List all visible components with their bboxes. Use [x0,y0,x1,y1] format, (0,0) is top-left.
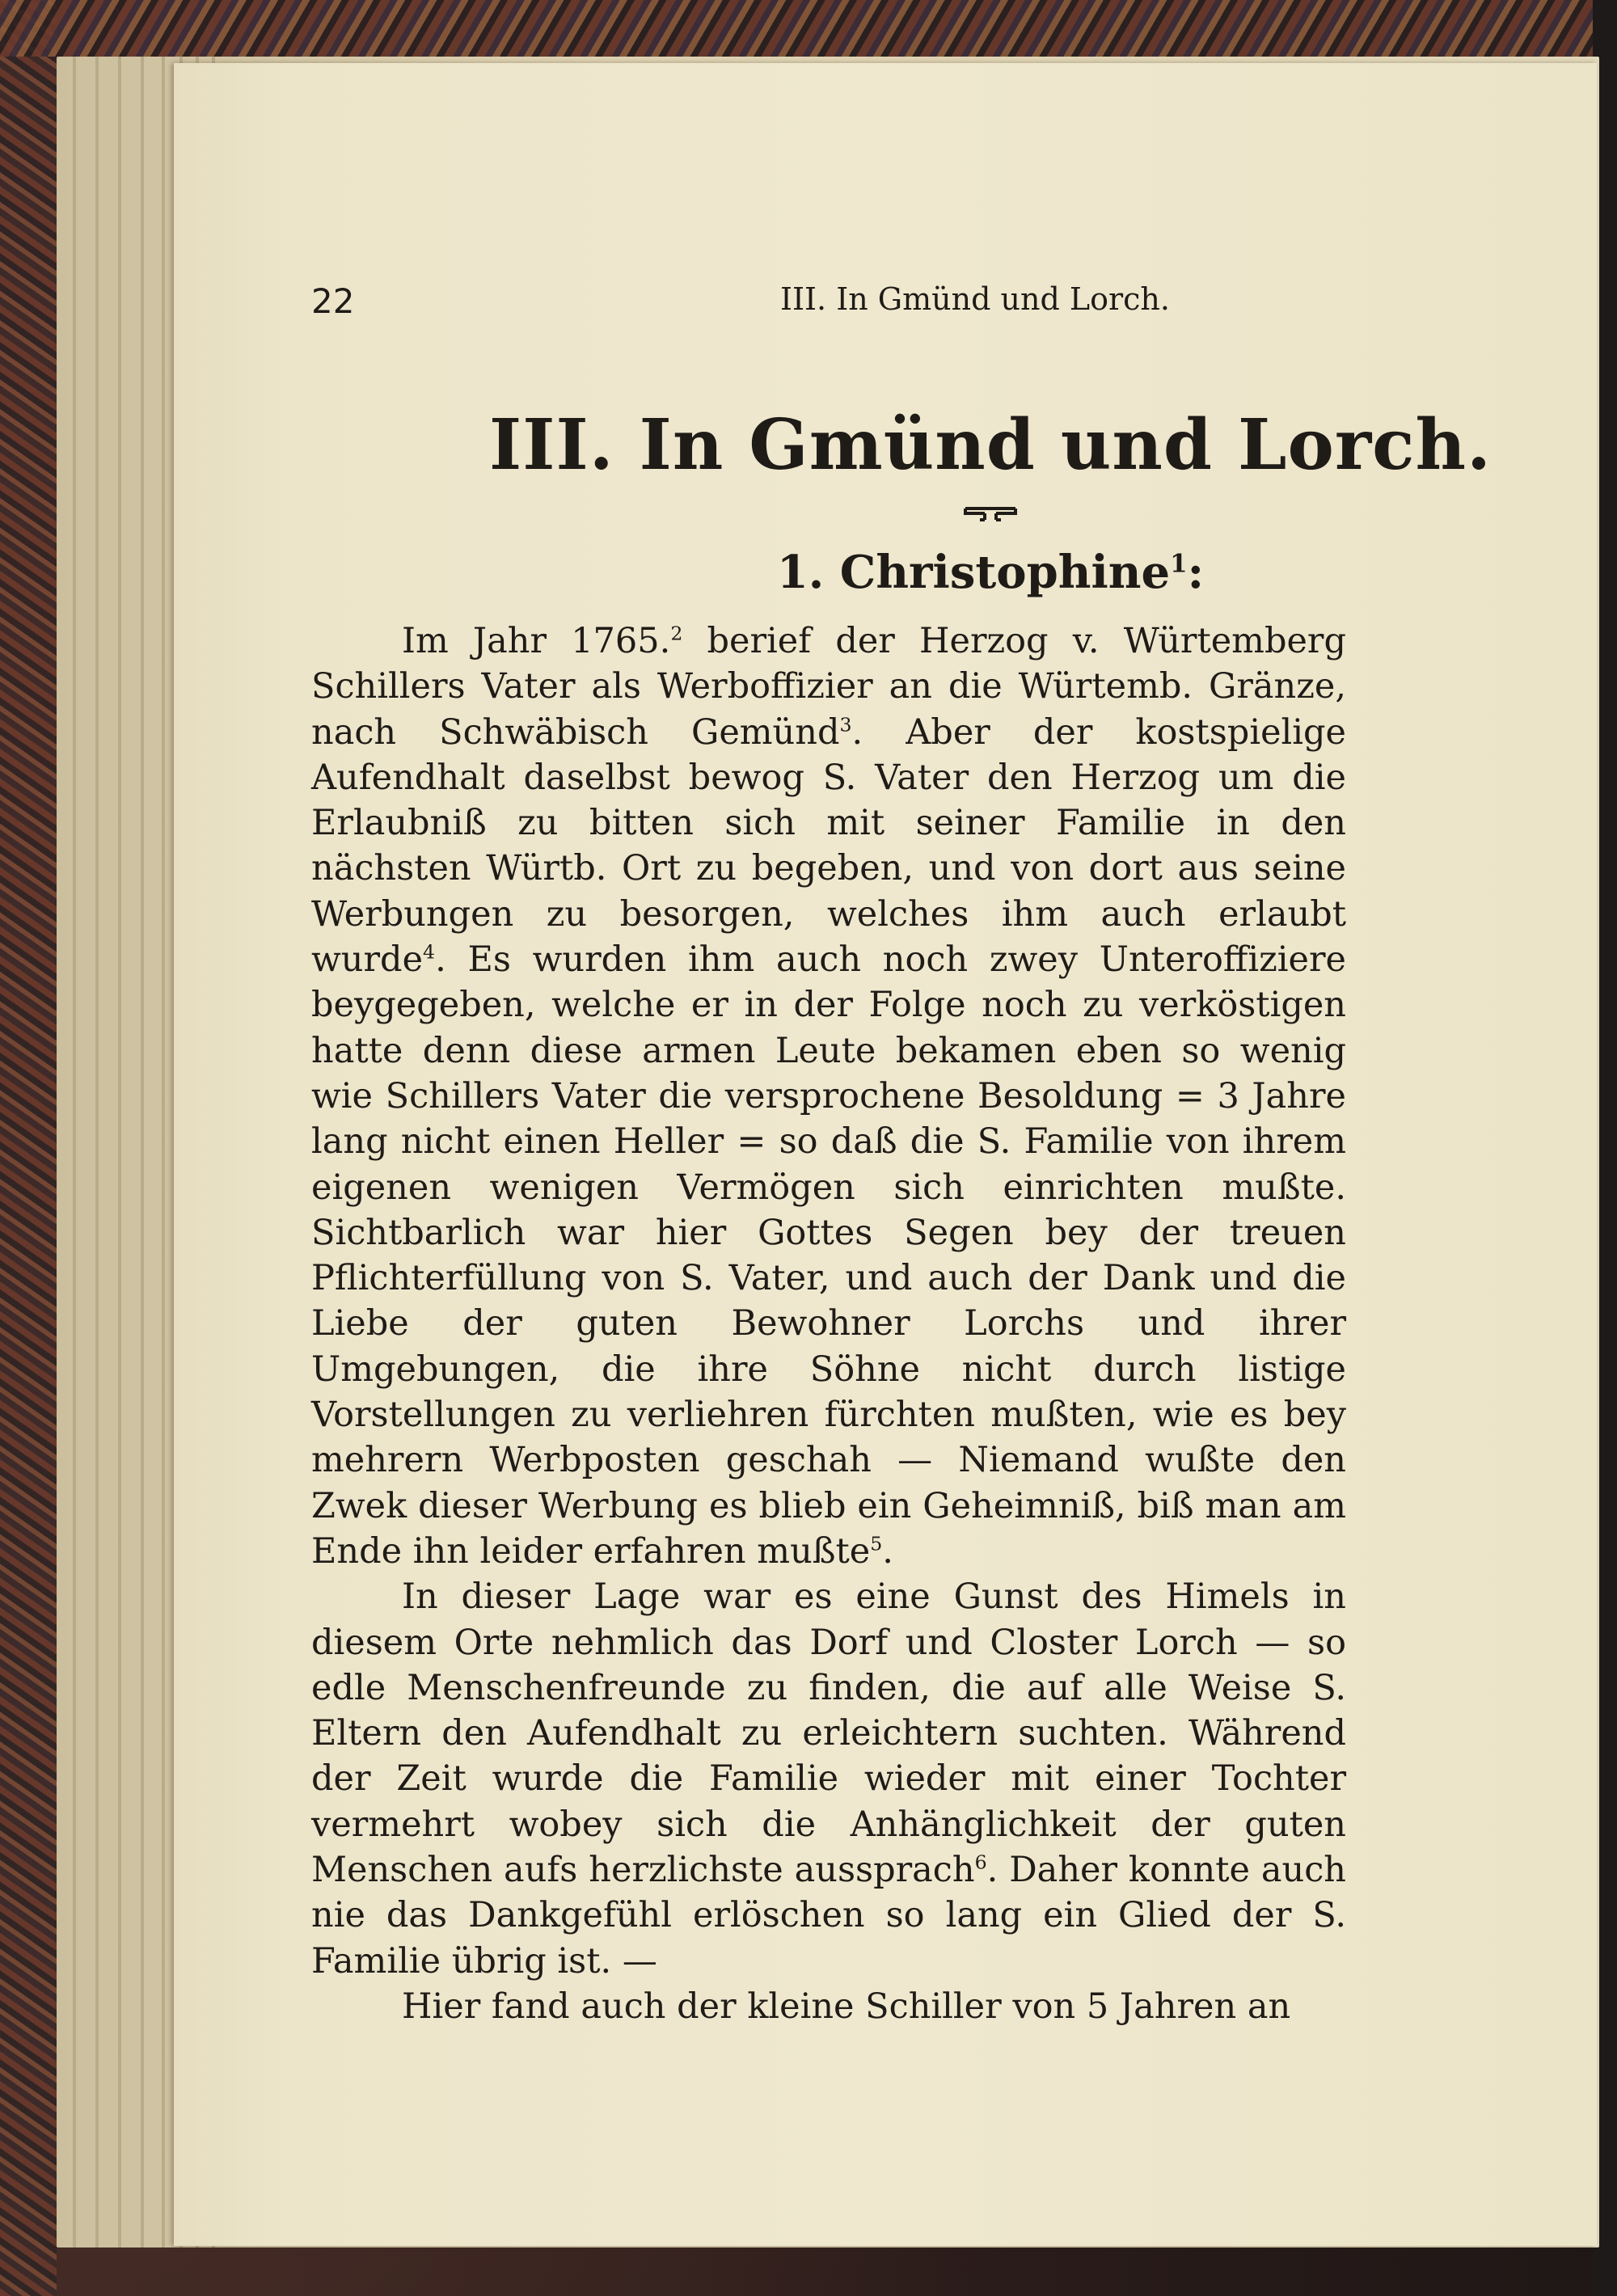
section-title-text: 1. Christophine [776,546,1171,599]
paragraph-text: berief der Herzog v. Würtemberg Schillers Vater als Werboffizier an die Würtemb. Gränze, nach Schwäbisch Gemünd [311,621,1347,753]
paragraph-text: . [882,1530,893,1572]
section-title [311,546,1508,599]
paragraph-text: . Daher konnte auch nie das Dankgefühl erlöschen so lang ein Glied der S. Familie übrig ist. — [311,1850,1346,1982]
footnote-marker: 6 [974,1851,987,1874]
paragraph-text: . Aber der kostspielige Aufendhalt daselbst bewog S. Vater den Herzog um die Erlaubniß zu bitten sich mit seiner Familie in den nächsten Würtb. Ort zu begeben, und von dort aus seine Werbungen zu besorgen, welches ihm auch erlaubt wurde [311,711,1346,981]
footnote-marker: 4 [423,940,436,964]
chapter-title: III. In Gmünd und Lorch. [489,404,1492,486]
paragraph-text: Im Jahr 1765. [402,621,671,661]
footnote-marker: 1 [1170,549,1188,579]
paragraph-text: In dieser Lage war es eine Gunst des Himels in diesem Orte nehmlich das Dorf und Closter Lorch — so edle Menschenfreunde zu finden, die auf alle Weise S. Eltern den Aufendhalt zu erleichtern suchten. Während der Zeit wurde die Familie wieder mit einer Tochter vermehrt wobey sich die Anhänglichkeit der guten Menschen aufs herzlichste aussprach [311,1576,1346,1891]
running-head [311,267,1508,323]
section-title-suffix: : [1187,546,1205,599]
paragraph-text: Hier fand auch der kleine Schiller von 5 Jahren an [402,1986,1291,2027]
paragraph [311,618,1346,1574]
paragraph [311,1984,1346,2029]
book-cover-edge [0,0,57,2296]
page-number: 22 [311,281,355,321]
footnote-marker: 3 [839,713,852,736]
paragraph [311,1574,1346,1984]
book-cover-top [0,0,1617,57]
paragraph-text: . Es wurden ihm auch noch zwey Unteroffiziere beygegeben, welche er in der Folge noch zu verköstigen hatte denn diese armen Leute bekamen eben so wenig wie Schillers Vater die versprochene Besoldung = 3 Jahre lang nicht einen Heller = so daß die S. Familie von ihrem eigenen wenigen Vermögen sich einrichten mußte. Sichtbarlich war hier Gottes Segen bey der treuen Pflichterfüllung von S. Vater, und auch der Dank und die Liebe der guten Bewohner Lorchs und ihrer Umgebungen, die ihre Söhne nicht durch listige Vorstellungen zu verliehren fürchten mußten, wie es bey mehrern Werbposten geschah — Niemand wußte den Zwek dieser Werbung es blieb ein Geheimniß, biß man am Ende ihn leider erfahren mußte [311,939,1346,1572]
running-title: III. In Gmünd und Lorch. [780,281,1170,317]
footnote-marker: 2 [670,622,683,645]
divider-ornament-icon [962,504,1019,526]
body-text [311,618,1346,2029]
page-content [311,267,1508,2029]
footnote-marker: 5 [870,1532,883,1555]
